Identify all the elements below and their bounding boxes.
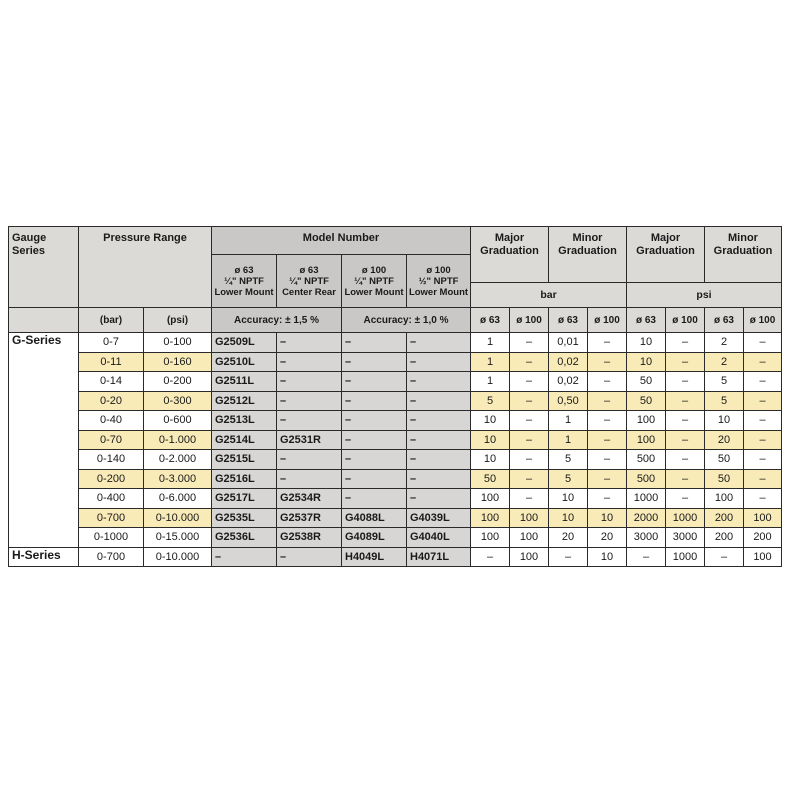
model-col-header: ø 100 ¼" NPTF Lower Mount <box>342 255 407 308</box>
range-psi-cell: 0-600 <box>144 411 212 431</box>
graduation-cell: – <box>510 372 549 392</box>
graduation-cell: 20 <box>705 430 744 450</box>
graduation-cell: 1 <box>471 352 510 372</box>
graduation-cell: – <box>744 411 782 431</box>
minor-graduation-psi-header: Minor Graduation <box>705 227 782 283</box>
graduation-cell: – <box>744 450 782 470</box>
graduation-cell: – <box>666 450 705 470</box>
model-col-header: ø 63 ¼" NPTF Lower Mount <box>212 255 277 308</box>
graduation-cell: – <box>744 469 782 489</box>
accuracy-63-header: Accuracy: ± 1,5 % <box>212 308 342 333</box>
model-number-cell: G2513L <box>212 411 277 431</box>
graduation-cell: 100 <box>471 508 510 528</box>
model-number-cell: G2509L <box>212 333 277 353</box>
pressure-range-header: Pressure Range <box>79 227 212 308</box>
graduation-cell: – <box>666 372 705 392</box>
graduation-cell: 5 <box>705 391 744 411</box>
unit-psi-header: psi <box>627 283 782 308</box>
graduation-cell: – <box>471 547 510 567</box>
graduation-cell: – <box>588 372 627 392</box>
graduation-cell: – <box>744 391 782 411</box>
model-number-cell: – <box>407 469 471 489</box>
graduation-cell: 500 <box>627 469 666 489</box>
graduation-cell: 0,50 <box>549 391 588 411</box>
graduation-cell: – <box>705 547 744 567</box>
dia-header: ø 63 <box>549 308 588 333</box>
range-psi-cell: 0-200 <box>144 372 212 392</box>
model-col-header: ø 63 ¼" NPTF Center Rear <box>277 255 342 308</box>
graduation-cell: 200 <box>705 528 744 548</box>
model-number-cell: – <box>407 352 471 372</box>
range-psi-cell: 0-1.000 <box>144 430 212 450</box>
range-bar-header: (bar) <box>79 308 144 333</box>
range-bar-cell: 0-700 <box>79 547 144 567</box>
range-psi-cell: 0-100 <box>144 333 212 353</box>
graduation-cell: – <box>744 489 782 509</box>
graduation-cell: – <box>744 352 782 372</box>
graduation-cell: 100 <box>627 430 666 450</box>
graduation-cell: – <box>666 411 705 431</box>
dia-header: ø 100 <box>666 308 705 333</box>
graduation-cell: – <box>588 430 627 450</box>
graduation-cell: 2 <box>705 333 744 353</box>
model-col-header: ø 100 ½" NPTF Lower Mount <box>407 255 471 308</box>
range-psi-cell: 0-3.000 <box>144 469 212 489</box>
graduation-cell: 100 <box>471 489 510 509</box>
graduation-cell: 20 <box>588 528 627 548</box>
graduation-cell: 10 <box>627 352 666 372</box>
range-bar-cell: 0-11 <box>79 352 144 372</box>
graduation-cell: 10 <box>627 333 666 353</box>
graduation-cell: – <box>666 469 705 489</box>
graduation-cell: – <box>588 469 627 489</box>
model-number-cell: – <box>407 391 471 411</box>
model-number-cell: – <box>342 450 407 470</box>
model-number-cell: G2516L <box>212 469 277 489</box>
graduation-cell: 50 <box>471 469 510 489</box>
gauge-spec-table <box>8 226 782 567</box>
graduation-cell: 1 <box>549 411 588 431</box>
graduation-cell: 100 <box>744 508 782 528</box>
graduation-cell: – <box>666 391 705 411</box>
model-number-cell: – <box>277 547 342 567</box>
table-row <box>9 411 782 431</box>
graduation-cell: – <box>588 333 627 353</box>
graduation-cell: 10 <box>471 430 510 450</box>
graduation-cell: – <box>510 391 549 411</box>
graduation-cell: 20 <box>549 528 588 548</box>
range-bar-cell: 0-20 <box>79 391 144 411</box>
series-header-spacer <box>9 308 79 333</box>
model-number-cell: – <box>277 391 342 411</box>
model-number-cell: G2512L <box>212 391 277 411</box>
model-number-cell: G2515L <box>212 450 277 470</box>
graduation-cell: 200 <box>705 508 744 528</box>
range-bar-cell: 0-400 <box>79 489 144 509</box>
model-number-cell: – <box>407 372 471 392</box>
model-number-cell: G2514L <box>212 430 277 450</box>
graduation-cell: – <box>510 430 549 450</box>
graduation-cell: 5 <box>471 391 510 411</box>
series-name: G-Series <box>9 333 79 548</box>
graduation-cell: 3000 <box>666 528 705 548</box>
graduation-cell: 50 <box>705 469 744 489</box>
model-number-cell: – <box>277 450 342 470</box>
table-row <box>9 547 782 567</box>
graduation-cell: – <box>510 469 549 489</box>
graduation-cell: – <box>666 333 705 353</box>
graduation-cell: 10 <box>471 450 510 470</box>
major-graduation-psi-header: Major Graduation <box>627 227 705 283</box>
table-row <box>9 508 782 528</box>
graduation-cell: 10 <box>705 411 744 431</box>
range-psi-cell: 0-160 <box>144 352 212 372</box>
graduation-cell: 0,02 <box>549 372 588 392</box>
model-number-cell: G2534R <box>277 489 342 509</box>
table-row <box>9 372 782 392</box>
range-psi-cell: 0-15.000 <box>144 528 212 548</box>
graduation-cell: 1 <box>471 372 510 392</box>
graduation-cell: 3000 <box>627 528 666 548</box>
graduation-cell: – <box>666 352 705 372</box>
graduation-cell: 50 <box>627 391 666 411</box>
dia-header: ø 63 <box>705 308 744 333</box>
graduation-cell: – <box>549 547 588 567</box>
accuracy-100-header: Accuracy: ± 1,0 % <box>342 308 471 333</box>
model-number-cell: – <box>342 372 407 392</box>
table-row <box>9 528 782 548</box>
graduation-cell: 100 <box>705 489 744 509</box>
graduation-cell: 10 <box>549 508 588 528</box>
model-number-cell: G4088L <box>342 508 407 528</box>
model-number-cell: G4039L <box>407 508 471 528</box>
model-number-cell: – <box>277 411 342 431</box>
range-bar-cell: 0-7 <box>79 333 144 353</box>
model-number-cell: – <box>277 372 342 392</box>
model-number-cell: G2511L <box>212 372 277 392</box>
model-number-cell: H4071L <box>407 547 471 567</box>
range-psi-header: (psi) <box>144 308 212 333</box>
model-number-cell: – <box>407 333 471 353</box>
model-number-cell: – <box>342 352 407 372</box>
graduation-cell: 10 <box>549 489 588 509</box>
graduation-cell: 10 <box>588 547 627 567</box>
model-number-cell: – <box>277 469 342 489</box>
model-number-cell: G2517L <box>212 489 277 509</box>
graduation-cell: 100 <box>510 547 549 567</box>
graduation-cell: – <box>588 489 627 509</box>
gauge-series-header: Gauge Series <box>9 227 79 308</box>
range-bar-cell: 0-70 <box>79 430 144 450</box>
model-number-cell: G2535L <box>212 508 277 528</box>
range-bar-cell: 0-40 <box>79 411 144 431</box>
range-psi-cell: 0-10.000 <box>144 547 212 567</box>
model-number-cell: – <box>277 333 342 353</box>
graduation-cell: – <box>588 391 627 411</box>
range-bar-cell: 0-700 <box>79 508 144 528</box>
model-number-cell: G2536L <box>212 528 277 548</box>
graduation-cell: 1000 <box>666 547 705 567</box>
range-bar-cell: 0-1000 <box>79 528 144 548</box>
table-row <box>9 333 782 353</box>
model-number-cell: G2510L <box>212 352 277 372</box>
model-number-cell: – <box>407 450 471 470</box>
graduation-cell: 100 <box>510 508 549 528</box>
graduation-cell: – <box>510 352 549 372</box>
graduation-cell: 100 <box>471 528 510 548</box>
table-body <box>9 333 782 567</box>
table-row <box>9 430 782 450</box>
unit-bar-header: bar <box>471 283 627 308</box>
range-psi-cell: 0-10.000 <box>144 508 212 528</box>
dia-header: ø 63 <box>627 308 666 333</box>
minor-graduation-bar-header: Minor Graduation <box>549 227 627 283</box>
graduation-cell: 100 <box>627 411 666 431</box>
graduation-cell: 500 <box>627 450 666 470</box>
graduation-cell: 1000 <box>627 489 666 509</box>
model-number-cell: – <box>407 411 471 431</box>
model-number-cell: – <box>342 469 407 489</box>
model-number-cell: – <box>342 411 407 431</box>
table-row <box>9 391 782 411</box>
graduation-cell: 5 <box>705 372 744 392</box>
model-number-header: Model Number <box>212 227 471 255</box>
model-number-cell: – <box>212 547 277 567</box>
model-number-cell: – <box>342 430 407 450</box>
graduation-cell: 100 <box>744 547 782 567</box>
range-psi-cell: 0-300 <box>144 391 212 411</box>
range-psi-cell: 0-2.000 <box>144 450 212 470</box>
dia-header: ø 63 <box>471 308 510 333</box>
model-number-cell: G4040L <box>407 528 471 548</box>
graduation-cell: – <box>510 489 549 509</box>
range-psi-cell: 0-6.000 <box>144 489 212 509</box>
model-number-cell: – <box>407 430 471 450</box>
dia-header: ø 100 <box>588 308 627 333</box>
graduation-cell: 100 <box>510 528 549 548</box>
model-number-cell: G2531R <box>277 430 342 450</box>
graduation-cell: 50 <box>627 372 666 392</box>
major-graduation-bar-header: Major Graduation <box>471 227 549 283</box>
graduation-cell: 10 <box>588 508 627 528</box>
graduation-cell: – <box>666 489 705 509</box>
range-bar-cell: 0-200 <box>79 469 144 489</box>
range-bar-cell: 0-140 <box>79 450 144 470</box>
range-bar-cell: 0-14 <box>79 372 144 392</box>
model-number-cell: – <box>277 352 342 372</box>
graduation-cell: – <box>510 411 549 431</box>
model-number-cell: – <box>342 391 407 411</box>
graduation-cell: 1 <box>549 430 588 450</box>
table-row <box>9 352 782 372</box>
graduation-cell: 2000 <box>627 508 666 528</box>
graduation-cell: – <box>744 372 782 392</box>
graduation-cell: – <box>510 450 549 470</box>
graduation-cell: – <box>588 352 627 372</box>
table-row <box>9 489 782 509</box>
graduation-cell: – <box>744 333 782 353</box>
graduation-cell: 0,02 <box>549 352 588 372</box>
graduation-cell: 1000 <box>666 508 705 528</box>
model-number-cell: – <box>342 333 407 353</box>
graduation-cell: – <box>510 333 549 353</box>
graduation-cell: 200 <box>744 528 782 548</box>
graduation-cell: – <box>666 430 705 450</box>
model-number-cell: G2537R <box>277 508 342 528</box>
graduation-cell: 10 <box>471 411 510 431</box>
graduation-cell: – <box>588 450 627 470</box>
graduation-cell: 1 <box>471 333 510 353</box>
table-row <box>9 469 782 489</box>
gauge-table-container <box>8 226 782 567</box>
model-number-cell: G2538R <box>277 528 342 548</box>
graduation-cell: 5 <box>549 450 588 470</box>
model-number-cell: H4049L <box>342 547 407 567</box>
table-row <box>9 450 782 470</box>
graduation-cell: – <box>744 430 782 450</box>
graduation-cell: 50 <box>705 450 744 470</box>
dia-header: ø 100 <box>510 308 549 333</box>
model-number-cell: G4089L <box>342 528 407 548</box>
dia-header: ø 100 <box>744 308 782 333</box>
model-number-cell: – <box>407 489 471 509</box>
graduation-cell: – <box>588 411 627 431</box>
series-name: H-Series <box>9 547 79 567</box>
graduation-cell: 2 <box>705 352 744 372</box>
graduation-cell: 0,01 <box>549 333 588 353</box>
graduation-cell: 5 <box>549 469 588 489</box>
graduation-cell: – <box>627 547 666 567</box>
model-number-cell: – <box>342 489 407 509</box>
